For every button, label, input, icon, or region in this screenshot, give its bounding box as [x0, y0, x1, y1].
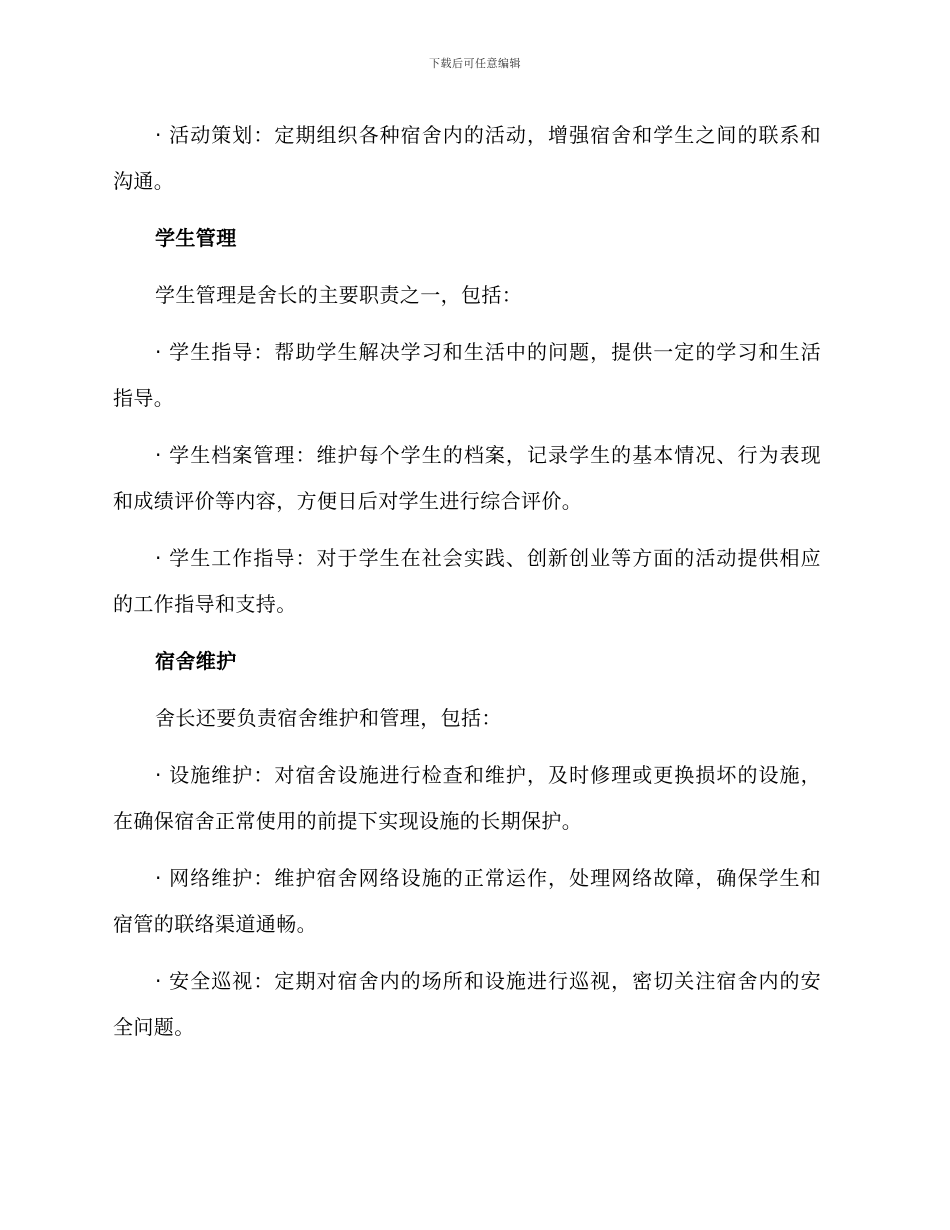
intro-dorm-maintenance: 舍长还要负责宿舍维护和管理，包括： [155, 706, 502, 730]
intro-student-management: 学生管理是舍长的主要职责之一，包括： [155, 283, 523, 307]
bullet-activity-planning: · 活动策划：定期组织各种宿舍内的活动，增强宿舍和学生之间的联系和沟通。 [113, 123, 821, 193]
document-body [113, 112, 821, 1061]
header-note: 下载后可任意编辑 [429, 57, 521, 70]
bullet-student-records: · 学生档案管理：维护每个学生的档案，记录学生的基本情况、行为表现和成绩评价等内容，方便日后对学生进行综合评价。 [113, 443, 821, 513]
section-heading-dorm-maintenance: 宿舍维护 [155, 649, 237, 673]
bullet-safety-patrol: · 安全巡视：定期对宿舍内的场所和设施进行巡视，密切关注宿舍内的安全问题。 [113, 969, 821, 1039]
bullet-facility-maintenance: · 设施维护：对宿舍设施进行检查和维护，及时修理或更换损坏的设施，在确保宿舍正常使用的前提下实现设施的长期保护。 [113, 763, 821, 833]
bullet-student-work-guidance: · 学生工作指导：对于学生在社会实践、创新创业等方面的活动提供相应的工作指导和支持。 [113, 546, 821, 616]
bullet-student-guidance: · 学生指导：帮助学生解决学习和生活中的问题，提供一定的学习和生活指导。 [113, 340, 821, 410]
bullet-network-maintenance: · 网络维护：维护宿舍网络设施的正常运作，处理网络故障，确保学生和宿管的联络渠道通畅。 [113, 866, 821, 936]
section-heading-student-management: 学生管理 [155, 226, 237, 250]
